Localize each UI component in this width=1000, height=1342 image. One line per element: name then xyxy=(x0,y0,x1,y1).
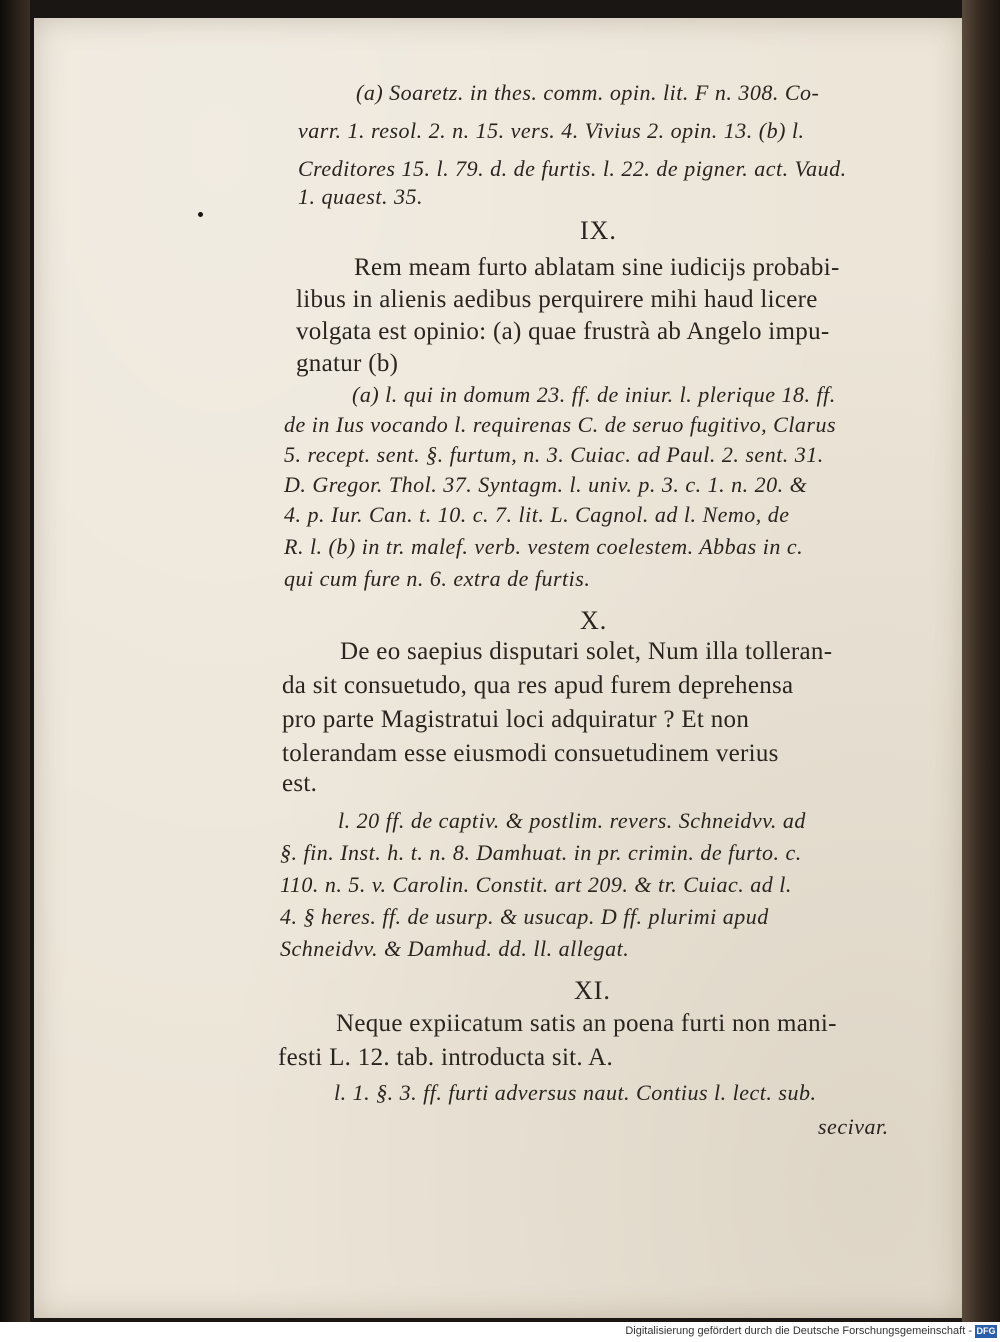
body-line: Rem meam furto ablatam sine iudicijs probabi- xyxy=(354,254,840,281)
dfg-logo: DFG xyxy=(976,1326,996,1336)
section-heading-ix: IX. xyxy=(580,216,617,245)
body-line: gnatur (b) xyxy=(296,350,399,377)
footer-bar xyxy=(0,1322,1000,1342)
footnote-line: secivar. xyxy=(818,1114,889,1139)
footnote-line: R. l. (b) in tr. malef. verb. vestem coelestem. Abbas in c. xyxy=(284,534,804,559)
body-line: De eo saepius disputari solet, Num illa tolleran- xyxy=(340,638,833,665)
book-cover-edge xyxy=(0,0,30,1342)
section-heading-x: X. xyxy=(580,606,608,635)
page-stack-edge xyxy=(962,0,1000,1342)
footnote-line: 4. § heres. ff. de usurp. & usucap. D ff. plurimi apud xyxy=(280,904,769,929)
footnote-line: de in Ius vocando l. requirenas C. de seruo fugitivo, Clarus xyxy=(284,412,837,437)
body-line: pro parte Magistratui loci adquiratur ? Et non xyxy=(282,706,750,733)
footnote-line: qui cum fure n. 6. extra de furtis. xyxy=(284,566,591,591)
body-line: volgata est opinio: (a) quae frustrà ab Angelo impu- xyxy=(296,318,830,345)
footnote-line: Creditores 15. l. 79. d. de furtis. l. 22. de pigner. act. Vaud. xyxy=(298,156,847,181)
footnote-line: l. 20 ff. de captiv. & postlim. revers. Schneidvv. ad xyxy=(338,808,806,833)
body-line: festi L. 12. tab. introducta sit. A. xyxy=(278,1044,614,1071)
section-heading-xi: XI. xyxy=(574,976,611,1005)
footnote-line: 110. n. 5. v. Carolin. Constit. art 209. & tr. Cuiac. ad l. xyxy=(280,872,792,897)
footer-credit: Digitalisierung gefördert durch die Deutsche Forschungsgemeinschaft - xyxy=(625,1325,972,1337)
footnote-line: D. Gregor. Thol. 37. Syntagm. l. univ. p. 3. c. 1. n. 20. & xyxy=(284,472,808,497)
body-line: da sit consuetudo, qua res apud furem deprehensa xyxy=(282,672,794,699)
footnote-line: (a) l. qui in domum 23. ff. de iniur. l. plerique 18. ff. xyxy=(352,382,836,407)
ink-mark xyxy=(198,212,203,217)
footnote-line: 1. quaest. 35. xyxy=(298,184,423,209)
footnote-line: l. 1. §. 3. ff. furti adversus naut. Contius l. lect. sub. xyxy=(334,1080,817,1105)
body-line: libus in alienis aedibus perquirere mihi haud licere xyxy=(296,286,818,313)
footnote-line: §. fin. Inst. h. t. n. 8. Damhuat. in pr. crimin. de furto. c. xyxy=(280,840,802,865)
body-line: tolerandam esse eiusmodi consuetudinem verius xyxy=(282,740,779,767)
footnote-line: (a) Soaretz. in thes. comm. opin. lit. F n. 308. Co- xyxy=(356,80,820,105)
body-line: Neque expiicatum satis an poena furti non mani- xyxy=(336,1010,837,1037)
footnote-line: Schneidvv. & Damhud. dd. ll. allegat. xyxy=(280,936,630,961)
footnote-line: 5. recept. sent. §. furtum, n. 3. Cuiac. ad Paul. 2. sent. 31. xyxy=(284,442,824,467)
footnote-line: 4. p. Iur. Can. t. 10. c. 7. lit. L. Cagnol. ad l. Nemo, de xyxy=(284,502,790,527)
body-line: est. xyxy=(282,770,318,797)
book-page xyxy=(34,18,962,1318)
footnote-line: varr. 1. resol. 2. n. 15. vers. 4. Vivius 2. opin. 13. (b) l. xyxy=(298,118,805,143)
